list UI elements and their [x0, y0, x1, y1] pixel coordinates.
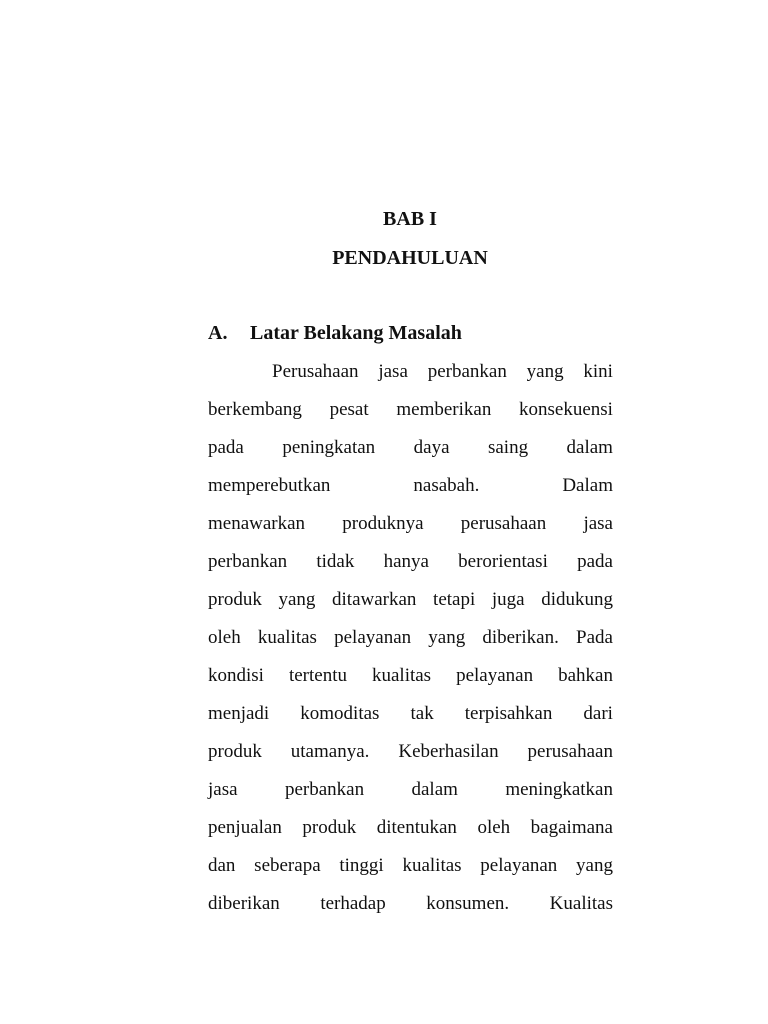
paragraph-word: dalam: [411, 779, 458, 800]
paragraph-word: bahkan: [558, 665, 613, 686]
paragraph-word: jasa: [378, 361, 408, 382]
paragraph-line: [208, 813, 613, 851]
paragraph-word: seberapa: [254, 855, 321, 876]
paragraph-word: perbankan: [208, 551, 288, 572]
paragraph-word: daya: [413, 437, 450, 458]
paragraph-word: jasa: [583, 513, 613, 534]
paragraph-line: [208, 775, 613, 813]
paragraph-word: memberikan: [396, 399, 492, 420]
paragraph-word: menawarkan: [208, 513, 306, 534]
paragraph-word: yang: [278, 589, 316, 610]
paragraph-line: [208, 661, 613, 699]
paragraph-word: oleh: [477, 817, 511, 838]
paragraph-line: [208, 547, 613, 585]
paragraph-word: memperebutkan: [208, 475, 331, 496]
paragraph-word: tetapi: [433, 589, 476, 610]
paragraph-word: tertentu: [288, 665, 347, 686]
paragraph-word: produk: [302, 817, 357, 838]
paragraph-word: kualitas: [402, 855, 462, 876]
paragraph-word: meningkatkan: [505, 779, 613, 800]
paragraph-word: dalam: [566, 437, 613, 458]
paragraph-line: [208, 395, 613, 433]
paragraph-word: perusahaan: [460, 513, 547, 534]
paragraph-line: [208, 889, 613, 927]
paragraph-line: [208, 433, 613, 471]
paragraph-word: oleh: [208, 627, 241, 648]
paragraph-word: Perusahaan: [272, 361, 359, 382]
paragraph-word: pesat: [329, 399, 369, 420]
paragraph-word: Pada: [576, 627, 613, 648]
paragraph-line: [208, 851, 613, 889]
chapter-title: PENDAHULUAN: [332, 247, 488, 269]
paragraph-word: tidak: [316, 551, 355, 572]
body-paragraph: [208, 357, 613, 927]
paragraph-word: Kualitas: [549, 893, 613, 914]
paragraph-line: [208, 623, 613, 661]
paragraph-word: nasabah.: [413, 475, 480, 496]
section-letter: A.: [208, 322, 228, 344]
paragraph-word: bagaimana: [530, 817, 613, 838]
paragraph-word: produknya: [342, 513, 424, 534]
paragraph-word: pada: [208, 437, 244, 458]
paragraph-word: hanya: [383, 551, 429, 572]
paragraph-word: tinggi: [339, 855, 384, 876]
paragraph-line: [208, 585, 613, 623]
paragraph-line: [208, 737, 613, 775]
paragraph-word: tak: [410, 703, 434, 724]
paragraph-word: konsekuensi: [519, 399, 613, 420]
paragraph-word: yang: [576, 855, 613, 876]
paragraph-word: pelayanan: [480, 855, 558, 876]
paragraph-word: perbankan: [284, 779, 365, 800]
paragraph-word: juga: [491, 589, 525, 610]
chapter-number: BAB I: [383, 208, 437, 230]
paragraph-word: perusahaan: [527, 741, 613, 762]
paragraph-word: dan: [208, 855, 236, 876]
paragraph-word: ditentukan: [376, 817, 457, 838]
paragraph-word: Keberhasilan: [398, 741, 499, 762]
paragraph-word: kondisi: [208, 665, 264, 686]
paragraph-word: kini: [583, 361, 613, 382]
paragraph-line: [208, 699, 613, 737]
paragraph-word: pelayanan: [456, 665, 534, 686]
paragraph-word: saing: [487, 437, 529, 458]
paragraph-word: perbankan: [427, 361, 507, 382]
paragraph-word: diberikan.: [482, 627, 559, 648]
paragraph-line: [208, 471, 613, 509]
paragraph-word: penjualan: [208, 817, 282, 838]
paragraph-word: dari: [583, 703, 613, 724]
paragraph-word: didukung: [541, 589, 613, 610]
paragraph-word: Dalam: [562, 475, 613, 496]
paragraph-word: yang: [428, 627, 466, 648]
paragraph-word: produk: [208, 589, 262, 610]
paragraph-word: ditawarkan: [332, 589, 417, 610]
paragraph-word: kualitas: [371, 665, 432, 686]
paragraph-word: menjadi: [208, 703, 270, 724]
paragraph-word: terhadap: [320, 893, 386, 914]
section-heading: [208, 321, 462, 345]
paragraph-word: utamanya.: [290, 741, 370, 762]
paragraph-word: komoditas: [300, 703, 380, 724]
paragraph-word: berorientasi: [458, 551, 548, 572]
paragraph-line: [208, 509, 613, 547]
paragraph-word: diberikan: [208, 893, 280, 914]
paragraph-word: peningkatan: [282, 437, 376, 458]
paragraph-line: [208, 357, 613, 395]
section-title: Latar Belakang Masalah: [250, 322, 462, 344]
paragraph-word: terpisahkan: [464, 703, 553, 724]
paragraph-word: produk: [208, 741, 262, 762]
paragraph-word: yang: [526, 361, 564, 382]
paragraph-word: konsumen.: [426, 893, 510, 914]
paragraph-word: jasa: [208, 779, 238, 800]
paragraph-word: pelayanan: [334, 627, 412, 648]
paragraph-word: pada: [577, 551, 613, 572]
paragraph-word: berkembang: [208, 399, 302, 420]
paragraph-word: kualitas: [257, 627, 317, 648]
